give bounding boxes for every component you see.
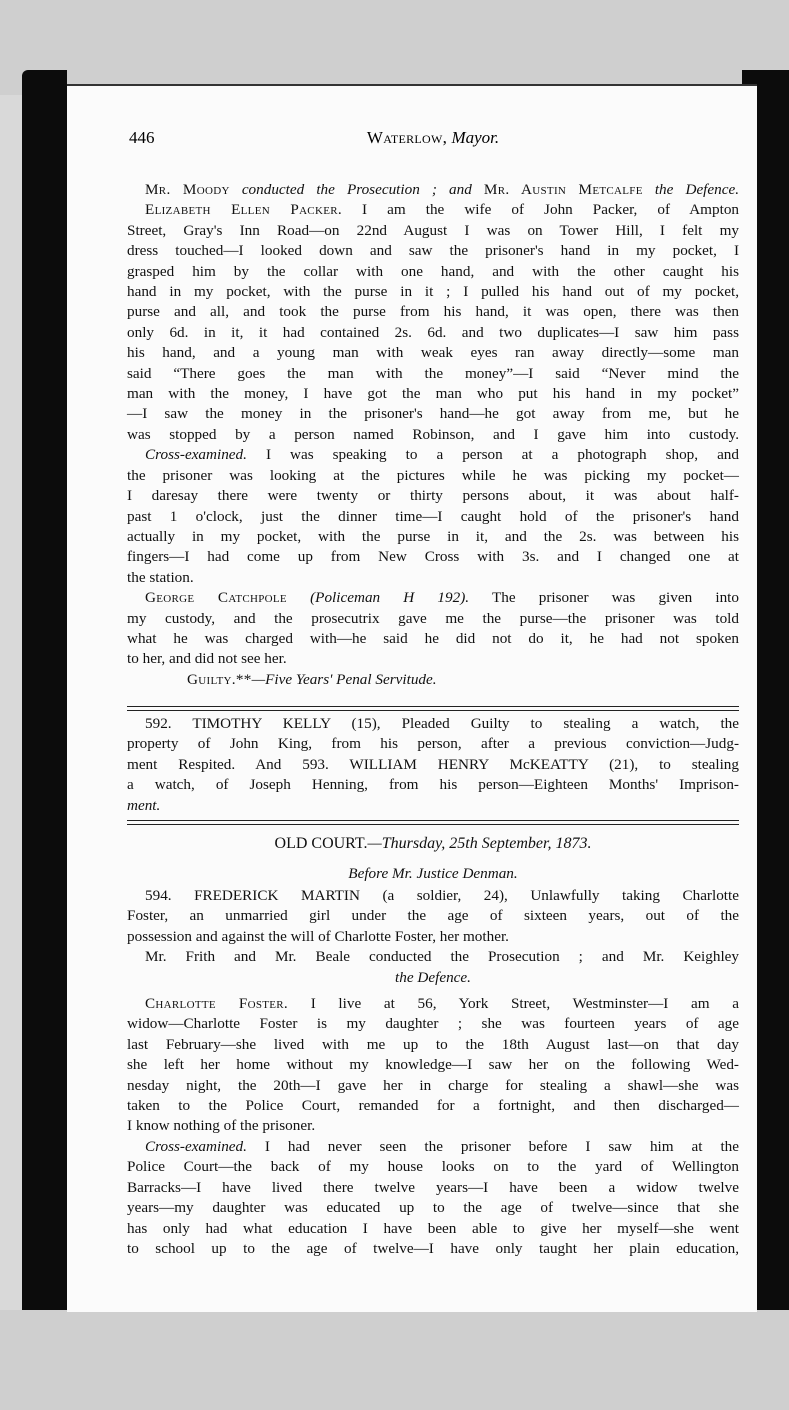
case-2-block [127, 714, 739, 816]
witness-1-first-line: Elizabeth Ellen Packer. I am the wife of John Packer, of Ampton [145, 201, 740, 219]
book-binding [22, 70, 67, 1400]
counsel-line-2: the Defence. [395, 968, 471, 986]
text-line: fingers—I had come up from New Cross with 3s. and I changed one at [127, 548, 739, 566]
witness-2-first-line: George Catchpole (Policeman H 192). The prisoner was given into [145, 589, 739, 607]
witness-first-line: Charlotte Foster. I live at 56, York Street, Westminster—I am a [145, 995, 740, 1013]
page-number: 446 [129, 128, 155, 147]
text-line: —I saw the money in the prisoner's hand—he got away from me, but he [127, 405, 739, 423]
running-head [127, 128, 739, 148]
counsel-line: Mr. Frith and Mr. Beale conducted the Prosecution ; and Mr. Keighley [145, 948, 739, 966]
text-line: property of John King, from his person, after a previous conviction—Judg- [127, 735, 739, 753]
running-head-title: Mayor. [451, 128, 500, 147]
text-line: I know nothing of the prisoner. [127, 1117, 316, 1135]
text-line: ment Respited. And 593. WILLIAM HENRY McKEATTY (21), to stealing [127, 755, 739, 773]
text-line: years—my daughter was educated up to the age of twelve—since that she [127, 1199, 739, 1217]
text-line: dress touched—I looked down and saw the prisoner's hand in my pocket, I [127, 242, 739, 260]
text-line: to her, and did not see her. [127, 650, 287, 668]
text-line: said “There goes the man with the money”—I said “Never mind the [127, 364, 739, 382]
case-1-block [127, 180, 739, 690]
court-date-line: OLD COURT.—Thursday, 25th September, 1873. [274, 835, 592, 852]
text-line: man with the money, I have got the man who put his hand in my pocket” [127, 385, 739, 403]
text-line: Police Court—the back of my house looks on to the yard of Wellington [127, 1158, 739, 1176]
counsel-line: Mr. Moody conducted the Prosecution ; and Mr. Austin Metcalfe the Defence. [145, 181, 740, 198]
cross-examination-line: Cross-examined. I had never seen the prisoner before I saw him at the [145, 1137, 739, 1155]
text-line: to school up to the age of twelve—I have only taught her plain education, [127, 1239, 739, 1257]
text-line: widow—Charlotte Foster is my daughter ; she was fourteen years of age [127, 1015, 739, 1033]
verdict-line: Guilty.**—Five Years' Penal Servitude. [187, 670, 437, 688]
text-line: actually in my pocket, with the purse in it, and the 2s. was between his [127, 527, 739, 545]
text-line: my custody, and the prosecutrix gave me the purse—the prisoner was told [127, 609, 739, 627]
text-line: a watch, of Joseph Henning, from his person—Eighteen Months' Imprison- [127, 776, 739, 794]
text-line: I daresay there were twenty or thirty persons about, it was about half- [127, 487, 739, 505]
text-line: nesday night, the 20th—I gave her in charge for stealing a shawl—she was [127, 1076, 739, 1094]
cross-examination-line: Cross-examined. I was speaking to a person at a photograph shop, and [145, 446, 739, 464]
text-line: the prisoner was looking at the pictures while he was picking my pocket— [127, 466, 739, 484]
text-line: last February—she lived with me up to the 18th August last—on that day [127, 1035, 739, 1053]
text-line: ment. [127, 796, 161, 814]
scan-background-bottom [0, 1310, 789, 1410]
text-line: hand in my pocket, with the purse in it ; I pulled his hand out of my pocket, [127, 283, 739, 301]
session-header [127, 834, 739, 885]
case-3-block [127, 886, 739, 1259]
page-header [127, 128, 739, 152]
text-line: 594. FREDERICK MARTIN (a soldier, 24), Unlawfully taking Charlotte [145, 887, 739, 904]
text-line: taken to the Police Court, remanded for a fortnight, and then discharged— [127, 1097, 739, 1115]
text-line: Foster, an unmarried girl under the age of sixteen years, out of the [127, 907, 739, 925]
text-line: 592. TIMOTHY KELLY (15), Pleaded Guilty to stealing a watch, the [145, 715, 739, 732]
text-line: past 1 o'clock, just the dinner time—I caught hold of the prisoner's hand [127, 507, 739, 525]
text-line: grasped him by the collar with one hand, and with the other caught his [127, 262, 739, 280]
text-line: Barracks—I have lived there twelve years—I have been a widow twelve [127, 1178, 739, 1196]
text-line: was stopped by a person named Robinson, and I gave him into custody. [127, 425, 739, 443]
text-line: only 6d. in it, it had contained 2s. 6d. and two duplicates—I saw him pass [127, 323, 739, 341]
text-line: she left her home without my knowledge—I saw her on the following Wed- [127, 1056, 739, 1074]
text-line: possession and against the will of Charlotte Foster, her mother. [127, 927, 509, 945]
judge-line: Before Mr. Justice Denman. [348, 865, 518, 883]
text-line: his hand, and a young man with weak eyes ran away directly—some man [127, 344, 739, 362]
text-line: purse and all, and took the purse from his hand, it was open, there was then [127, 303, 739, 321]
section-divider [127, 820, 739, 825]
text-line: what he was charged with—he said he did not do it, he had not spoken [127, 629, 739, 647]
running-head-name: Waterlow, [366, 128, 448, 147]
scan-background-top [0, 0, 789, 95]
text-line: Street, Gray's Inn Road—on 22nd August I was on Tower Hill, I felt my [127, 221, 739, 239]
text-line: has only had what education I have been able to give her myself—she went [127, 1219, 739, 1237]
book-page [67, 84, 757, 1312]
section-divider [127, 706, 739, 711]
text-line: the station. [127, 568, 194, 586]
